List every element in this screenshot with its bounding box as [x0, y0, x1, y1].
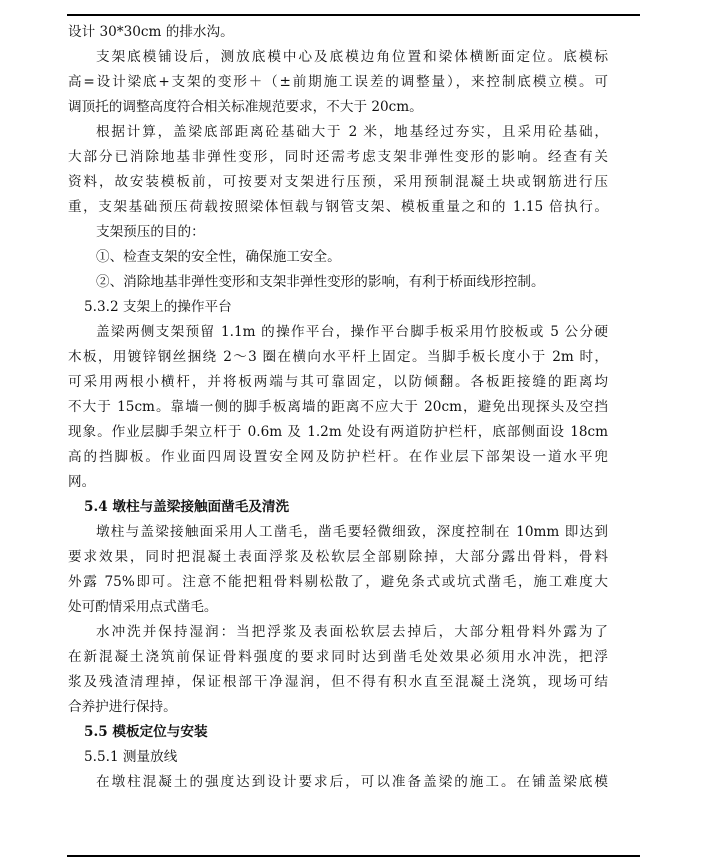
text-line: 支架预压的目的：	[96, 224, 205, 240]
text-line: 网。	[68, 474, 96, 490]
text-line: 盖梁两侧支架预留 1.1m 的操作平台，操作平台脚手板采用竹胶板或 5 公分硬	[96, 324, 608, 340]
text-line: 可采用两根小横杆，并将板两端与其可靠固定，以防倾翻。各板距接缝的距离均	[68, 374, 608, 390]
text-line: 水冲洗并保持湿润：当把浮浆及表面松软层去掉后，大部分粗骨料外露为了	[96, 624, 608, 640]
text-line: 调顶托的调整高度符合相关标准规范要求，不大于 20cm。	[68, 99, 423, 115]
text-line: 现象。作业层脚手架立杆于 0.6m 及 1.2m 处设有两道防护栏杆，底部侧面设 18cm	[68, 424, 608, 440]
text-line: 要求效果，同时把混凝土表面浮浆及松软层全部剔除掉，大部分露出骨料，骨料	[68, 549, 608, 565]
document-body	[68, 20, 608, 795]
text-line: 浆及残渣清理掉，保证根部干净湿润，但不得有积水直至混凝土浇筑，现场可结	[68, 674, 608, 690]
text-line: 高的挡脚板。作业面四周设置安全网及防护栏杆。在作业层下部架设一道水平兜	[68, 449, 608, 465]
text-line: 木板，用镀锌钢丝捆绕 2～3 圈在横向水平杆上固定。当脚手板长度小于 2m 时，	[68, 349, 608, 365]
section-heading: 5.5 模板定位与安装	[84, 724, 208, 740]
section-heading: 5.4 墩柱与盖梁接触面凿毛及清洗	[84, 499, 290, 515]
text-line: 根据计算，盖梁底部距离砼基础大于 2 米，地基经过夯实，且采用砼基础，	[96, 124, 608, 140]
text-line: 处可酌情采用点式凿毛。	[68, 599, 218, 615]
text-line: 支架底模铺设后，测放底模中心及底模边角位置和梁体横断面定位。底模标	[96, 49, 608, 65]
text-line: 墩柱与盖梁接触面采用人工凿毛，凿毛要轻微细致，深度控制在 10mm 即达到	[96, 524, 608, 540]
text-line: 在墩柱混凝土的强度达到设计要求后，可以准备盖梁的施工。在铺盖梁底模	[96, 774, 608, 790]
text-line: 不大于 15cm。靠墙一侧的脚手板离墙的距离不应大于 20cm，避免出现探头及空挡	[68, 399, 608, 415]
text-line: ②、消除地基非弹性变形和支架非弹性变形的影响，有利于桥面线形控制。	[96, 274, 545, 290]
text-line: 高=设计梁底+支架的变形＋（±前期施工误差的调整量），来控制底模立模。可	[68, 74, 608, 90]
text-line: 5.3.2 支架上的操作平台	[84, 299, 232, 315]
header-rule	[67, 14, 640, 16]
footer-rule	[67, 855, 640, 857]
text-line: 资料，故安装模板前，可按要对支架进行压预，采用预制混凝土块或钢筋进行压	[68, 174, 608, 190]
text-line: 5.5.1 测量放线	[84, 749, 178, 765]
text-line: 在新混凝土浇筑前保证骨料强度的要求同时达到凿毛处效果必须用水冲洗，把浮	[68, 649, 608, 665]
text-line: 合养护进行保持。	[68, 699, 177, 715]
text-line: 重，支架基础预压荷载按照梁体恒载与钢管支架、模板重量之和的 1.15 倍执行。	[68, 199, 608, 215]
text-line: 大部分已消除地基非弹性变形，同时还需考虑支架非弹性变形的影响。经查有关	[68, 149, 608, 165]
text-line: ①、检查支架的安全性，确保施工安全。	[96, 249, 341, 265]
text-line: 外露 75%即可。注意不能把粗骨料剔松散了，避免条式或坑式凿毛，施工难度大	[68, 574, 608, 590]
text-line: 设计 30*30cm 的排水沟。	[68, 24, 234, 40]
